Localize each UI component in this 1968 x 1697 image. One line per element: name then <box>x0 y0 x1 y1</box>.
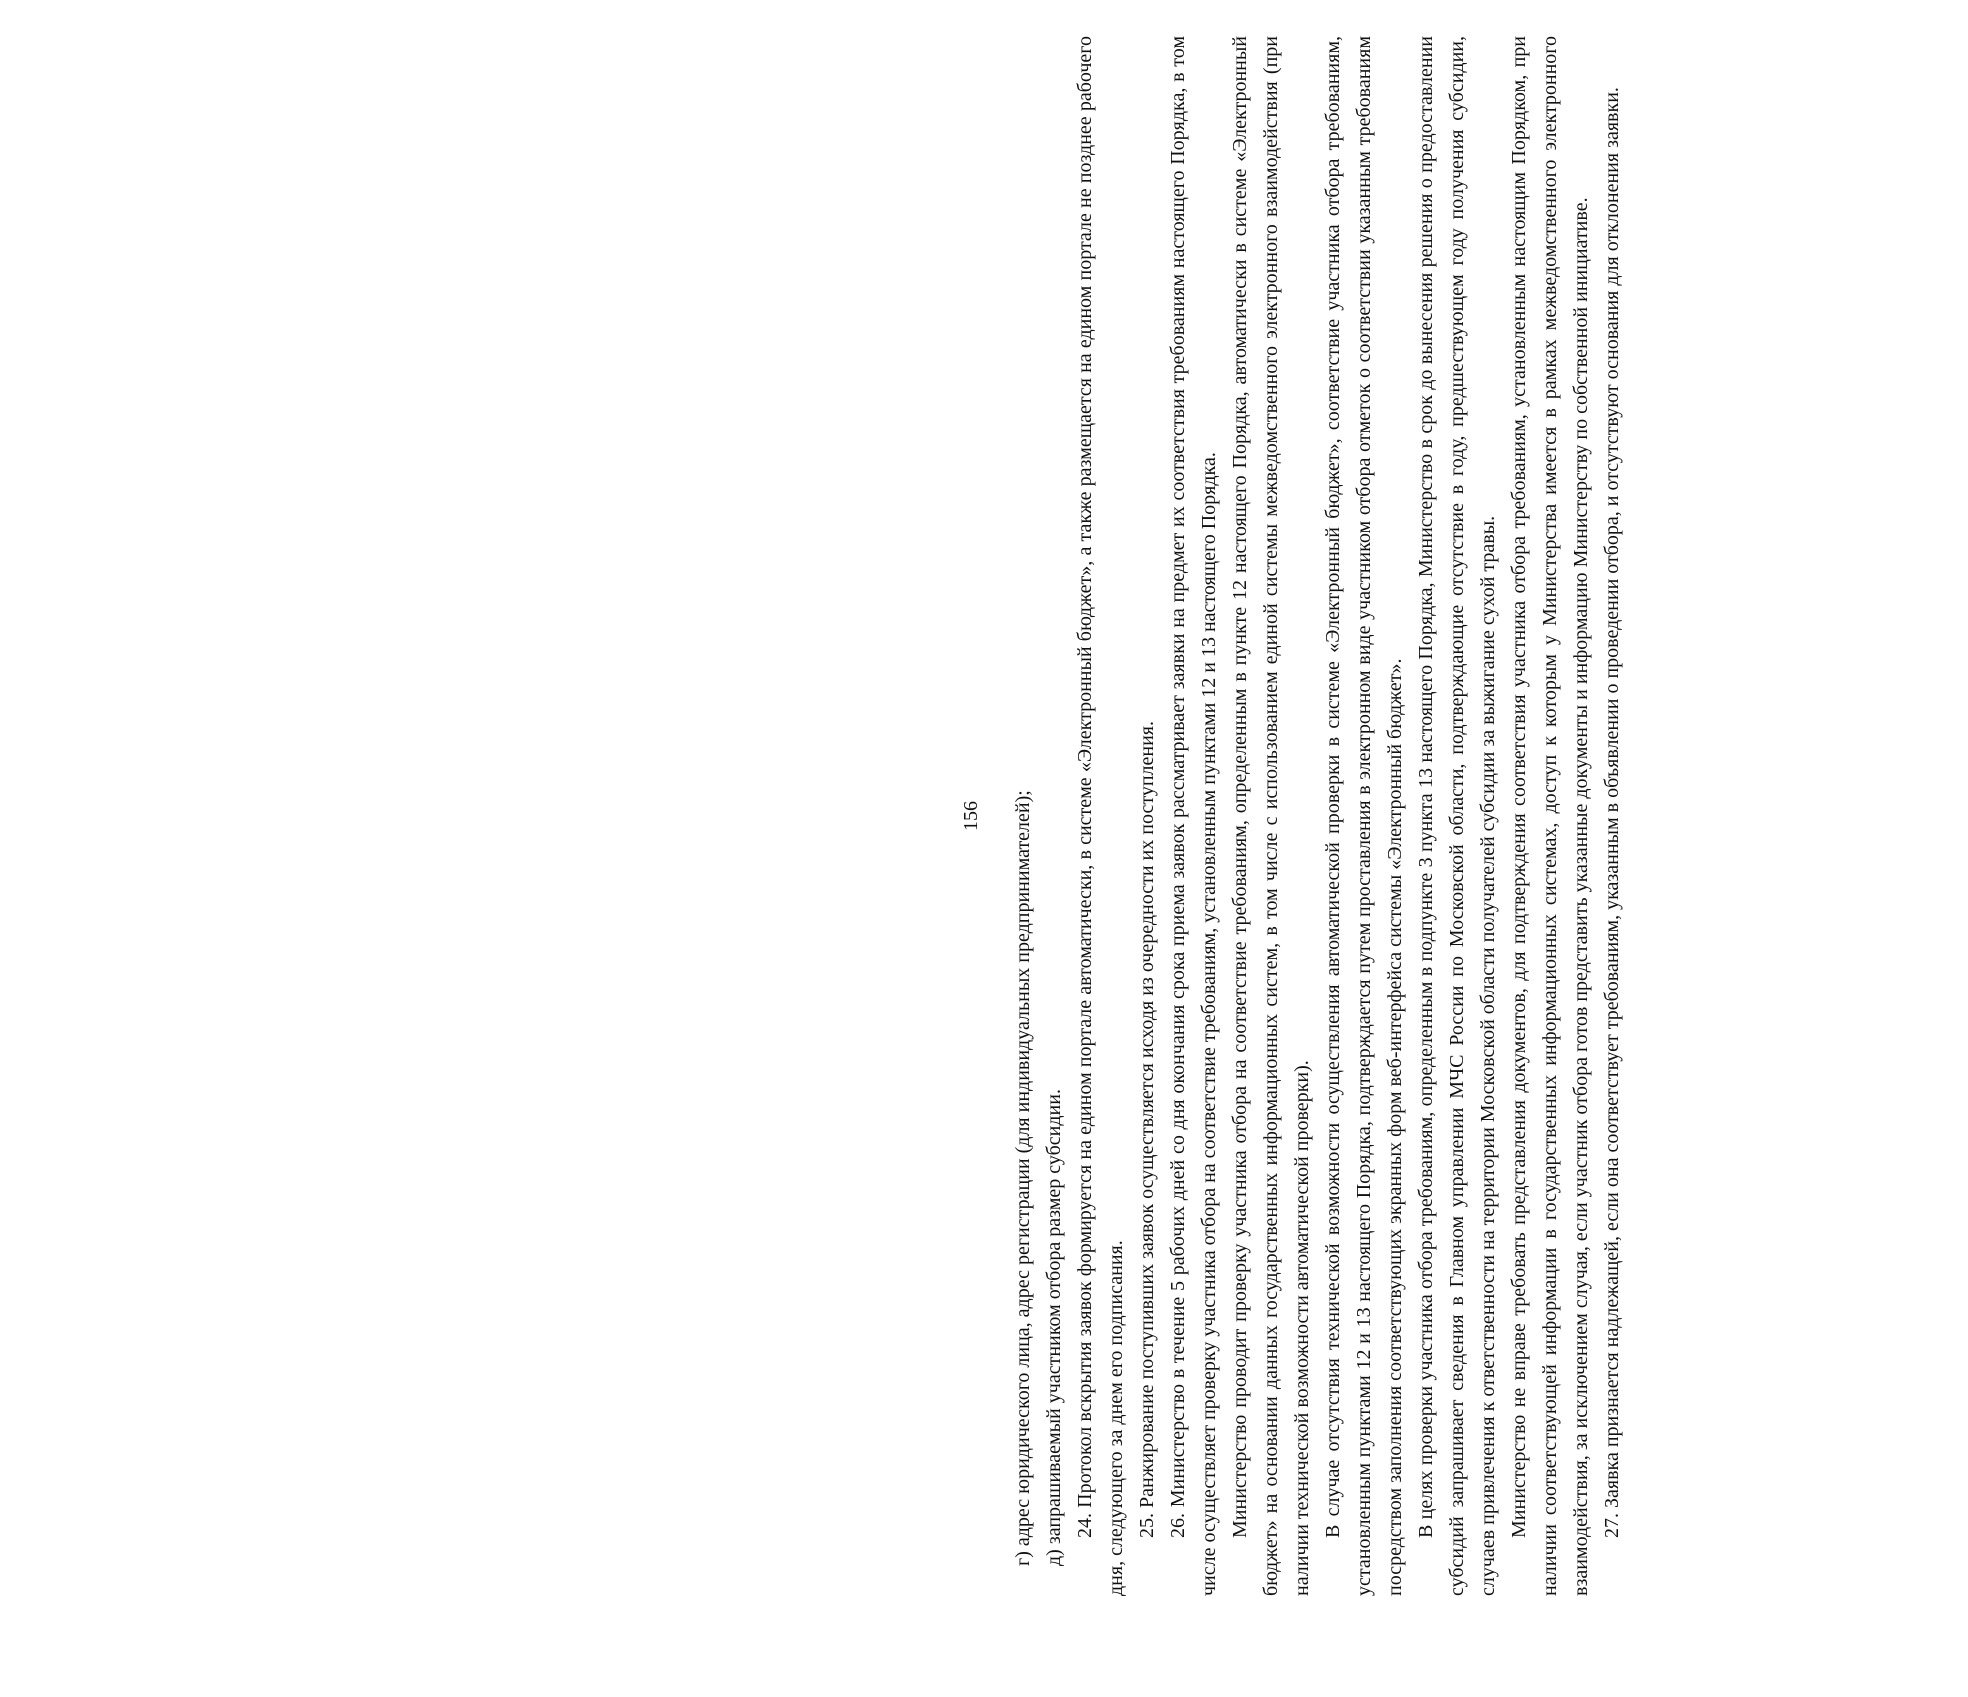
paragraph-27: 27. Заявка признается надлежащей, если она соответствует требованиям, указанным в объявлении о проведении отбора, и отсутствуют основания для отклонения заявки. <box>1601 87 1623 1538</box>
paragraph-item-g: г) адрес юридического лица, адрес регистрации (для индивидуальных предпринимателей); <box>1012 790 1034 1566</box>
paragraph-26-documents: Министерство не вправе требовать представления документов, для подтверждения соответствия участника отбора требованиям, установленным настоящим Порядком, при наличии соответствующей информации в государственных информационных системах, доступ к которым у Министерства имеется в рамках межведомственного электронного взаимодействия, за исключением случая, если участник отбора готов представить указанные документы и информацию Министерству по собственной инициативе. <box>1508 36 1592 1596</box>
document-body <box>1008 36 1628 1596</box>
paragraph-26-mchs-request: В целях проверки участника отбора требованиям, определенным в подпункте 3 пункта 13 настоящего Порядка, Министерство в срок до вынесения решения о предоставлении субсидий запрашивает сведения в Главном управлении МЧС России по Московской области, подтверждающие отсутствие в году, предшествующем году получения субсидии, случаев привлечения к ответственности на территории Московской области получателей субсидии за выжигание сухой травы. <box>1415 36 1499 1596</box>
paragraph-24: 24. Протокол вскрытия заявок формируется на едином портале автоматически, в системе «Электронный бюджет», а также размещается на едином портале не позднее рабочего дня, следующего за днем его подписания. <box>1074 36 1127 1596</box>
paragraph-25: 25. Ранжирование поступивших заявок осуществляется исходя из очередности их поступления. <box>1136 721 1158 1538</box>
paragraph-26-no-auto-check: В случае отсутствия технической возможности осуществления автоматической проверки в системе «Электронный бюджет», соответствие участника отбора требованиям, установленным пунктами 12 и 13 настоящего Порядка, подтверждается путем проставления в электронном виде участником отбора отметок о соответствии указанным требованиям посредством заполнения соответствующих экранных форм веб-интерфейса системы «Электронный бюджет». <box>1322 36 1406 1596</box>
paragraph-26-check: Министерство проводит проверку участника отбора на соответствие требованиям, определенным в пункте 12 настоящего Порядка, автоматически в системе «Электронный бюджет» на основании данных государственных информационных систем, в том числе с использованием единой системы межведомственного электронного взаимодействия (при наличии технической возможности автоматической проверки). <box>1229 36 1313 1596</box>
document-page <box>960 36 1968 1596</box>
paragraph-item-d: д) запрашиваемый участником отбора размер субсидии. <box>1043 1089 1065 1566</box>
paragraph-26: 26. Министерство в течение 5 рабочих дней со дня окончания срока приема заявок рассматривает заявки на предмет их соответствия требованиям настоящего Порядка, в том числе осуществляет проверку участника отбора на соответствие требованиям, установленным пунктами 12 и 13 настоящего Порядка. <box>1167 36 1220 1596</box>
page-number: 156 <box>960 801 982 831</box>
